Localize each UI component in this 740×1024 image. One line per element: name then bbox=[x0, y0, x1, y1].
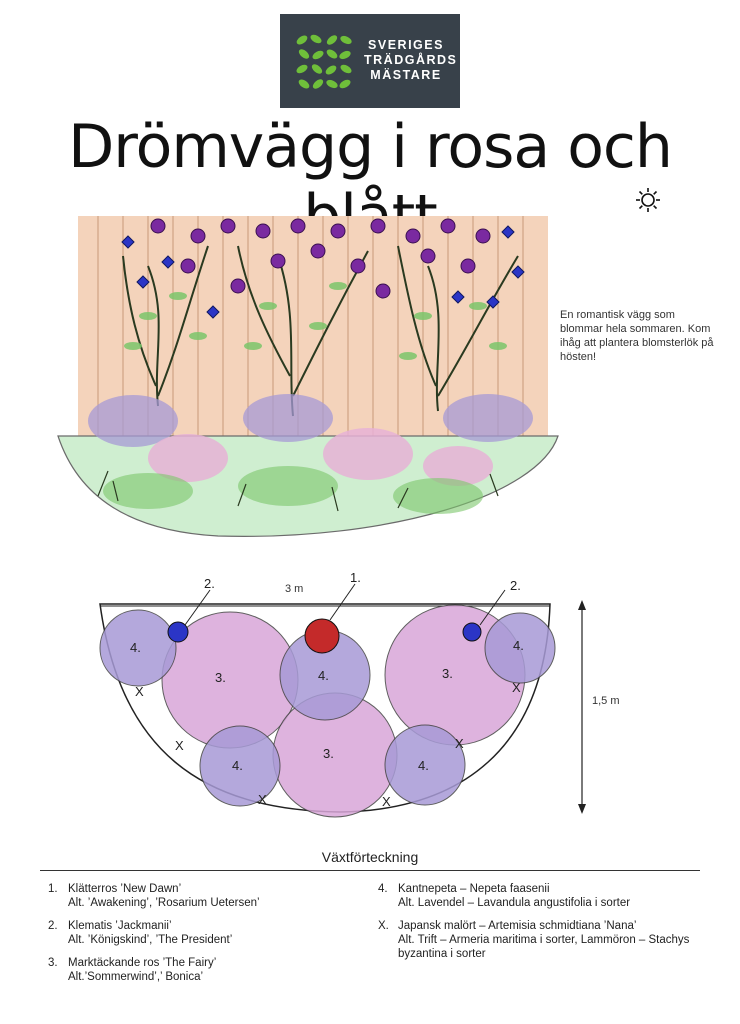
plant-name: Marktäckande ros ’The Fairy’ bbox=[68, 957, 217, 969]
page-title: Drömvägg i rosa och bbox=[68, 112, 672, 182]
label-four-a: 4. bbox=[130, 640, 141, 655]
logo-line-3: MÄSTARE bbox=[370, 68, 442, 82]
label-four-b: 4. bbox=[318, 668, 329, 683]
plant-name: Japansk malört – Artemisia schmidtiana ’Nana’ bbox=[398, 920, 637, 932]
width-label: 3 m bbox=[285, 583, 304, 595]
label-three-b: 3. bbox=[442, 666, 453, 681]
label-three-a: 3. bbox=[215, 670, 226, 685]
note-text: En romantisk vägg som blommar hela sommaren. Kom ihåg att plantera blomsterlök på hösten! bbox=[560, 309, 714, 363]
x-marker: X bbox=[135, 684, 144, 699]
label-four-d: 4. bbox=[232, 758, 243, 773]
planting-plan bbox=[80, 570, 660, 840]
plant-num: 2. bbox=[48, 920, 58, 932]
plant-num: 4. bbox=[378, 883, 388, 895]
plant-name: Klematis ’Jackmanii’ bbox=[68, 920, 172, 932]
label-two-right: 2. bbox=[510, 578, 521, 593]
leaf-logo-icon bbox=[294, 32, 354, 92]
plant-list-left bbox=[48, 882, 348, 993]
x-marker: X bbox=[382, 794, 391, 809]
plant-num: 1. bbox=[48, 883, 58, 895]
depth-arrow-top bbox=[578, 600, 586, 610]
logo-line-2: TRÄDGÅRDS bbox=[364, 53, 458, 67]
logo-line-1: SVERIGES bbox=[368, 38, 444, 52]
plant-num: 3. bbox=[48, 957, 58, 969]
plant-item bbox=[48, 919, 348, 947]
label-three-c: 3. bbox=[323, 746, 334, 761]
flower-bed bbox=[58, 394, 558, 536]
plant-name: Kantnepeta – Nepeta faasenii bbox=[398, 883, 550, 895]
plant-alt: Alt. ’Königskind’, ’The President’ bbox=[68, 934, 233, 946]
plant-alt: Alt. Lavendel – Lavandula angustifolia i sorter bbox=[398, 897, 631, 909]
plant-item bbox=[378, 919, 708, 961]
depth-arrow-bottom bbox=[578, 804, 586, 814]
clematis-dot-right bbox=[463, 623, 481, 641]
label-four-e: 4. bbox=[418, 758, 429, 773]
plant-item bbox=[48, 882, 348, 910]
x-marker: X bbox=[175, 738, 184, 753]
plant-item bbox=[378, 882, 708, 910]
x-marker: X bbox=[455, 736, 464, 751]
plant-num: X. bbox=[378, 920, 389, 932]
label-one: 1. bbox=[350, 570, 361, 585]
x-marker: X bbox=[258, 792, 267, 807]
plant-list-heading: Växtförteckning bbox=[321, 849, 419, 865]
sun-icon bbox=[634, 186, 662, 214]
plant-list-right bbox=[378, 882, 708, 970]
plant-alt: Alt.’Sommerwind’,’ Bonica’ bbox=[68, 971, 204, 983]
depth-label: 1,5 m bbox=[592, 695, 620, 707]
divider bbox=[40, 870, 700, 871]
label-two-left: 2. bbox=[204, 576, 215, 591]
brand-logo bbox=[280, 14, 460, 108]
label-four-c: 4. bbox=[513, 638, 524, 653]
logo-text bbox=[364, 38, 458, 83]
plant-alt: Alt. ’Awakening’, ’Rosarium Uetersen’ bbox=[68, 897, 260, 909]
x-marker: X bbox=[512, 680, 521, 695]
plant-alt: Alt. Trift – Armeria maritima i sorter, Lammöron – Stachys byzantina i sorter bbox=[398, 934, 690, 960]
garden-illustration bbox=[38, 196, 568, 566]
plant-item bbox=[48, 956, 348, 984]
plant-name: Klätterros ’New Dawn’ bbox=[68, 883, 182, 895]
climbing-rose-dot bbox=[305, 619, 339, 653]
